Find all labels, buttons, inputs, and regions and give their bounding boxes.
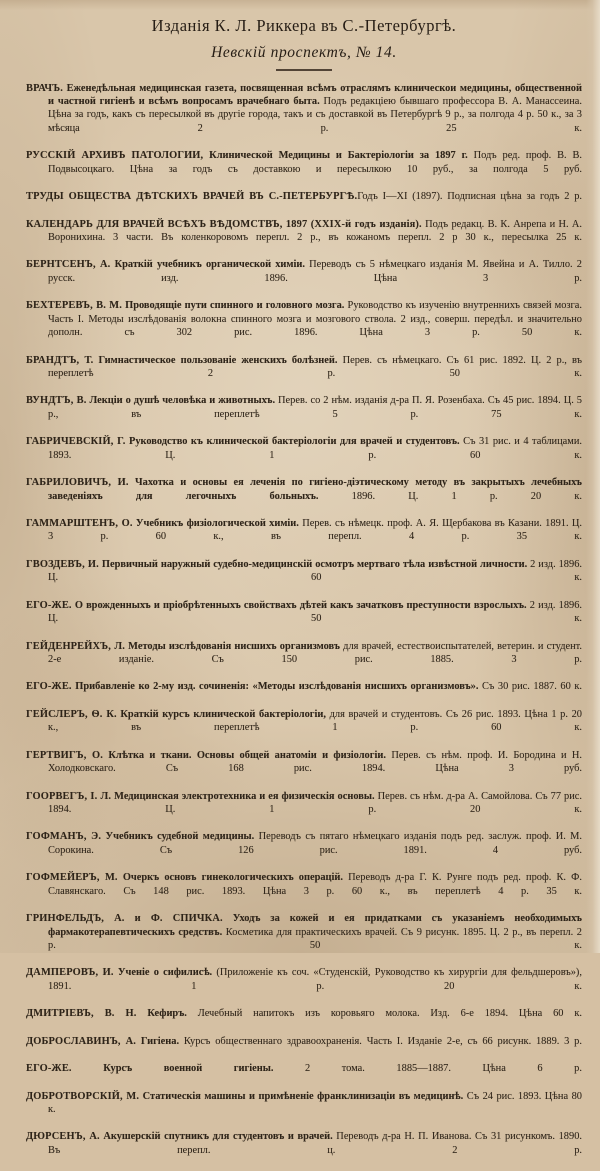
catalog-entry-text [26, 1090, 582, 1130]
catalog-entry-text [26, 394, 582, 434]
catalog-entry-heading: ГВОЗДЕВЪ, И. [26, 558, 99, 570]
catalog-entry [26, 966, 582, 1006]
catalog-entry [26, 871, 582, 911]
catalog-entry-text [26, 1007, 582, 1034]
masthead-divider [276, 69, 332, 70]
catalog-entry-text [26, 476, 582, 516]
catalog-entry-details: Подъ редакц. В. К. Анрепа и Н. А. Воронихина. 3 части. Въ коленкоровомъ перепл. 2 р., въ кожаномъ перепл. 2 р 30 к., пересылка 25 к. [48, 218, 582, 244]
catalog-entry-text [26, 558, 582, 598]
catalog-entry [26, 394, 582, 434]
catalog-entry-text [26, 258, 582, 298]
catalog-entry-details: Перев. съ нѣмецкаго. Съ 61 рис. 1892. Ц. 2 р., въ переплетѣ 2 р. 50 к. [48, 354, 583, 380]
catalog-entry [26, 640, 582, 680]
catalog-entry [26, 1007, 582, 1034]
catalog-entry-list [26, 82, 582, 1171]
catalog-entry-heading: БРАНДТЪ, Т. [26, 354, 94, 366]
masthead [26, 0, 582, 71]
catalog-entry-text [26, 190, 582, 217]
catalog-entry [26, 749, 582, 789]
catalog-entry-details: Перев. съ нѣм. д-ра А. Самойлова. Съ 77 рис. 1894. Ц. 1 р. 20 к. [48, 790, 582, 816]
catalog-entry-title: Статическія машины и примѣненіе франклинизаціи въ медицинѣ. [139, 1090, 464, 1102]
catalog-entry-heading: ДМИТРІЕВЪ, В. Н. [26, 1008, 137, 1020]
catalog-entry-details: для врачей и студентовъ. Съ 26 рис. 1893. Цѣна 1 р. 20 к., въ переплетѣ 1 р. 60 к. [48, 708, 582, 734]
catalog-entry-heading: ЕГО-ЖЕ. [26, 1063, 72, 1075]
catalog-entry-heading: БЕХТЕРЕВЪ, В. М. [26, 300, 122, 312]
catalog-entry-details: Переводъ д-ра Н. П. Иванова. Съ 31 рисункомъ. 1890. Въ перепл. ц. 2 р. [48, 1131, 582, 1156]
catalog-entry-title: Очеркъ основъ гинекологическихъ операцій. [117, 872, 344, 884]
catalog-entry-title: Краткій курсъ клинической бактеріологіи, [116, 708, 326, 720]
catalog-entry [26, 476, 582, 516]
catalog-entry-text [26, 599, 582, 639]
catalog-entry-text [26, 966, 582, 1006]
catalog-entry-details: Подъ редакцiею бывшаго профессора В. А. Манассеина. Цѣна за годъ, какъ съ пересылкой въ другіе города, такъ и съ доставкой въ Петербургѣ 9 р., за полгода 4 р. 50 к., за 3 мѣсяца 2 р. 25 к. [48, 95, 582, 134]
catalog-entry-text [26, 1130, 582, 1170]
catalog-entry-title: Первичный наружный судебно-медицинскій осмотръ мертваго тѣла извѣстной личности. [98, 558, 528, 570]
catalog-entry-heading: ДОБРОТВОРСКІЙ, М. [26, 1090, 140, 1102]
catalog-entry-details: 1896. Ц. 1 р. 20 к. [318, 490, 582, 502]
catalog-entry-details: Годъ I—XI (1897). Подписная цѣна за годъ 2 р. [357, 191, 583, 203]
catalog-entry-details: (Приложеніе къ соч. «Студенскій, Руководство къ хирургіи для фельдшеровъ»), 1891. 1 р. 20 к. [48, 967, 582, 992]
catalog-entry-title: Курсъ военной гигіены. [71, 1063, 274, 1075]
catalog-entry-text [26, 790, 582, 830]
catalog-entry-title: Учебникъ физіологической химіи. [132, 518, 299, 530]
catalog-entry-text [26, 640, 582, 680]
catalog-entry [26, 517, 582, 557]
catalog-entry-details: Перев. съ нѣмецк. проф. А. Я. Щербакова въ Казани. 1891. Ц. 3 р. 60 к., въ перепл. 4 р. 35 к. [48, 518, 582, 543]
catalog-entry-text [26, 680, 582, 707]
catalog-entry-title: Прибавленіе ко 2-му изд. сочиненія: «Методы изслѣдованія нисшихъ организмовъ». [71, 681, 479, 693]
catalog-entry-title: Еженедѣльная медицинская газета, посвященная всѣмъ отраслямъ клиническои медицины, общественной и частной гигіенѣ и всѣмъ вопросамъ врачебнаго быта. [48, 82, 582, 107]
catalog-entry-title: Краткій учебникъ органической химіи. [110, 259, 305, 271]
catalog-entry-details: 2 изд. 1896. Ц. 60 к. [48, 558, 582, 584]
catalog-entry-details: Переводъ д-ра Г. К. Рунге подъ ред. проф. К. Ф. Славянскаго. Съ 148 рис. 1893. Цѣна 3 р. 60 к., въ переплетѣ 4 р. 35 к. [48, 872, 582, 897]
catalog-entry-details: Подъ ред. проф. В. В. Подвысоцкаго. Цѣна за годъ съ доставкою и пересылкою 10 руб., за полгода 5 руб. [48, 150, 582, 175]
catalog-entry-text [26, 435, 582, 475]
catalog-entry-details: 2 тома. 1885—1887. Цѣна 6 р. [273, 1063, 582, 1075]
publisher-line: Изданія К. Л. Риккера въ С.-Петербургѣ. [151, 16, 457, 35]
catalog-entry-details: Съ 24 рис. 1893. Цѣна 80 к. [48, 1090, 582, 1116]
catalog-entry-text [26, 871, 582, 911]
catalog-entry-text [26, 912, 582, 966]
catalog-entry-title: Уходъ за кожей и ея придатками съ указаніемъ необходимыхъ фармакотерапевтическихъ средствъ. [48, 913, 582, 938]
catalog-entry-heading: ГЕЙСЛЕРЪ, Ѳ. К. [26, 708, 117, 720]
catalog-entry-title: Чахотка и основы ея леченія по гигіено-діэтическому методу въ закрытыхъ лечебныхъ заведеніяхъ для легочныхъ больныхъ. [48, 477, 582, 502]
catalog-entry [26, 258, 582, 298]
catalog-entry-heading: ЕГО-ЖЕ. [26, 681, 72, 693]
catalog-entry-details: Переводъ съ пятаго нѣмецкаго изданія подъ ред. заслуж. проф. И. М. Сорокина. Съ 126 рис. 1891. 4 руб. [48, 831, 583, 856]
catalog-entry-title: Учебникъ судебной медицины. [101, 831, 255, 843]
catalog-entry-heading: ДОБРОСЛАВИНЪ, А. [26, 1035, 137, 1047]
catalog-entry-text [26, 517, 582, 557]
catalog-entry-heading: ДАМПЕРОВЪ, И. [26, 967, 114, 979]
catalog-entry-heading: ВРАЧЪ. [26, 82, 63, 94]
catalog-entry-details: Перев. съ нѣм. проф. И. Бородина и Н. Холодковскаго. Съ 168 рис. 1894. Цѣна 3 руб. [48, 749, 582, 775]
catalog-entry-heading: ЕГО-ЖЕ. [26, 599, 72, 611]
catalog-entry-heading: ГООРВЕГЪ, І. Л. [26, 790, 112, 802]
catalog-entry [26, 354, 582, 394]
catalog-entry-title: Методы изслѣдованія нисшихъ организмовъ [124, 640, 340, 652]
catalog-entry [26, 790, 582, 830]
catalog-entry-heading: РУССКІЙ АРХИВЪ ПАТОЛОГИИ, [26, 150, 204, 162]
catalog-entry-text [26, 1035, 582, 1062]
catalog-entry-details: Перев. со 2 нѣм. изданія д-ра П. Я. Розенбаха. Съ 45 рис. 1894. Ц. 5 р., въ переплетѣ 5 р. 75 к. [48, 395, 582, 420]
catalog-entry-title: Ученіе о сифилисѣ. [113, 967, 213, 979]
catalog-entry-details: Переводъ съ 5 нѣмецкаго изданія М. Явейна и А. Тилло. 2 русск. изд. 1896. Цѣна 3 р. [48, 259, 582, 284]
catalog-entry [26, 1090, 582, 1130]
catalog-entry-text [26, 1062, 582, 1089]
catalog-entry-title: Проводящіе пути спинного и головного мозга. [121, 300, 345, 312]
catalog-entry-details: Съ 30 рис. 1887. 60 к. [478, 681, 582, 693]
catalog-entry-text [26, 830, 582, 870]
catalog-entry-title: Гигіена. [136, 1035, 180, 1047]
catalog-entry-heading: БЕРНТСЕНЪ, А. [26, 259, 111, 271]
catalog-entry-heading: ГЕЙДЕНРЕЙХЪ, Л. [26, 640, 125, 652]
catalog-entry-text [26, 749, 582, 789]
catalog-entry [26, 680, 582, 707]
catalog-entry-title: Клинической Медицины и Бактеріологіи за 1897 г. [203, 150, 468, 162]
catalog-entry [26, 435, 582, 475]
catalog-entry-details: Курсъ общественнаго здравоохраненія. Часть I. Изданіе 2-е, съ 66 рисунк. 1889. 3 р. [179, 1035, 582, 1047]
catalog-entry-details: Съ 31 рис. и 4 таблицами. 1893. Ц. 1 р. 60 к. [48, 436, 583, 461]
catalog-entry [26, 599, 582, 639]
catalog-entry-heading: ГЕРТВИГЪ, О. [26, 749, 103, 761]
catalog-entry-title: О врожденныхъ и пріобрѣтенныхъ свойствахъ дѣтей какъ зачатковъ преступности взрослыхъ. [71, 599, 527, 611]
catalog-entry-heading: ГАБРИЛОВИЧЪ, И. [26, 477, 129, 489]
catalog-entry [26, 1062, 582, 1089]
catalog-entry-heading: ГОФМЕЙЕРЪ, М. [26, 872, 118, 884]
catalog-entry [26, 149, 582, 189]
catalog-entry [26, 218, 582, 258]
catalog-entry-details: 2 изд. 1896. Ц. 50 к. [48, 599, 582, 625]
catalog-entry-title: Акушерскій спутникъ для студентовъ и врачей. [99, 1131, 333, 1143]
catalog-entry-heading: ГОФМАНЪ, Э. [26, 831, 102, 843]
catalog-entry-text [26, 354, 582, 394]
catalog-entry-title: Гимнастическое пользованіе женскихъ болѣзней. [93, 354, 338, 366]
catalog-entry [26, 1035, 582, 1062]
catalog-entry-details: для врачей, естествоиспытателей, ветерин. и студент. 2-е изданіе. Съ 150 рис. 1885. 3 р. [48, 640, 583, 666]
catalog-entry-text [26, 708, 582, 748]
catalog-entry-details: Косметика для практическихъ врачей. Съ 9 рисунк. 1895. Ц. 2 р., въ перепл. 2 р. 50 к. [48, 926, 582, 952]
catalog-entry-heading: ТРУДЫ ОБЩЕСТВА ДѢТСКИХЪ ВРАЧЕЙ ВЪ С.-ПЕТЕРБУРГѢ. [26, 191, 358, 203]
catalog-entry-text [26, 218, 582, 258]
catalog-entry-heading: ВУНДТЪ, В. [26, 395, 87, 407]
catalog-entry-heading: ДЮРСЕНЪ, А. [26, 1131, 100, 1143]
catalog-entry [26, 830, 582, 870]
catalog-entry-details: Руководство къ изученію внутреннихъ связей мозга. Часть I. Методы изслѣдованія волокна спинного мозга и мозгового ствола. 2 изд., соверш. передѣл. и значительно дополн. съ 302 рис. 1896. Цѣна 3 р. 50 к. [48, 300, 582, 339]
catalog-entry-title: Руководство къ клинической бактеріологіи для врачей и студентовъ. [125, 436, 460, 448]
catalog-entry [26, 558, 582, 598]
catalog-entry-text [26, 299, 582, 353]
catalog-entry-title: Клѣтка и ткани. Основы общей анатоміи и физіологіи. [102, 749, 386, 761]
catalog-entry [26, 82, 582, 149]
catalog-entry-heading: КАЛЕНДАРЬ ДЛЯ ВРАЧЕЙ ВСѢХЪ ВѢДОМСТВЪ, 1897 (XXIX-й годъ изданія). [26, 218, 422, 230]
catalog-entry-title: Медицинская электротехника и ея физическія основы. [111, 790, 375, 802]
catalog-entry [26, 190, 582, 217]
catalog-entry-heading: ГРИНФЕЛЬДЪ, А. и Ф. СПИЧКА. [26, 913, 223, 925]
catalog-entry [26, 1130, 582, 1170]
catalog-entry-text [26, 149, 582, 189]
catalog-entry-heading: ГАММАРШТЕНЪ, О. [26, 518, 133, 530]
catalog-entry [26, 912, 582, 966]
catalog-entry-details: Лечебный напитокъ изъ коровьяго молока. Изд. 6-е 1894. Цѣна 60 к. [186, 1008, 582, 1020]
address-line: Невскій проспектъ, № 14. [211, 44, 397, 62]
catalog-entry-heading: ГАБРИЧЕВСКІЙ, Г. [26, 436, 126, 448]
catalog-entry-title: Лекціи о душѣ человѣка и животныхъ. [86, 395, 276, 407]
catalog-entry-text [26, 82, 582, 149]
catalog-entry [26, 299, 582, 353]
catalog-entry-title: Кефиръ. [136, 1008, 187, 1020]
catalog-entry [26, 708, 582, 748]
